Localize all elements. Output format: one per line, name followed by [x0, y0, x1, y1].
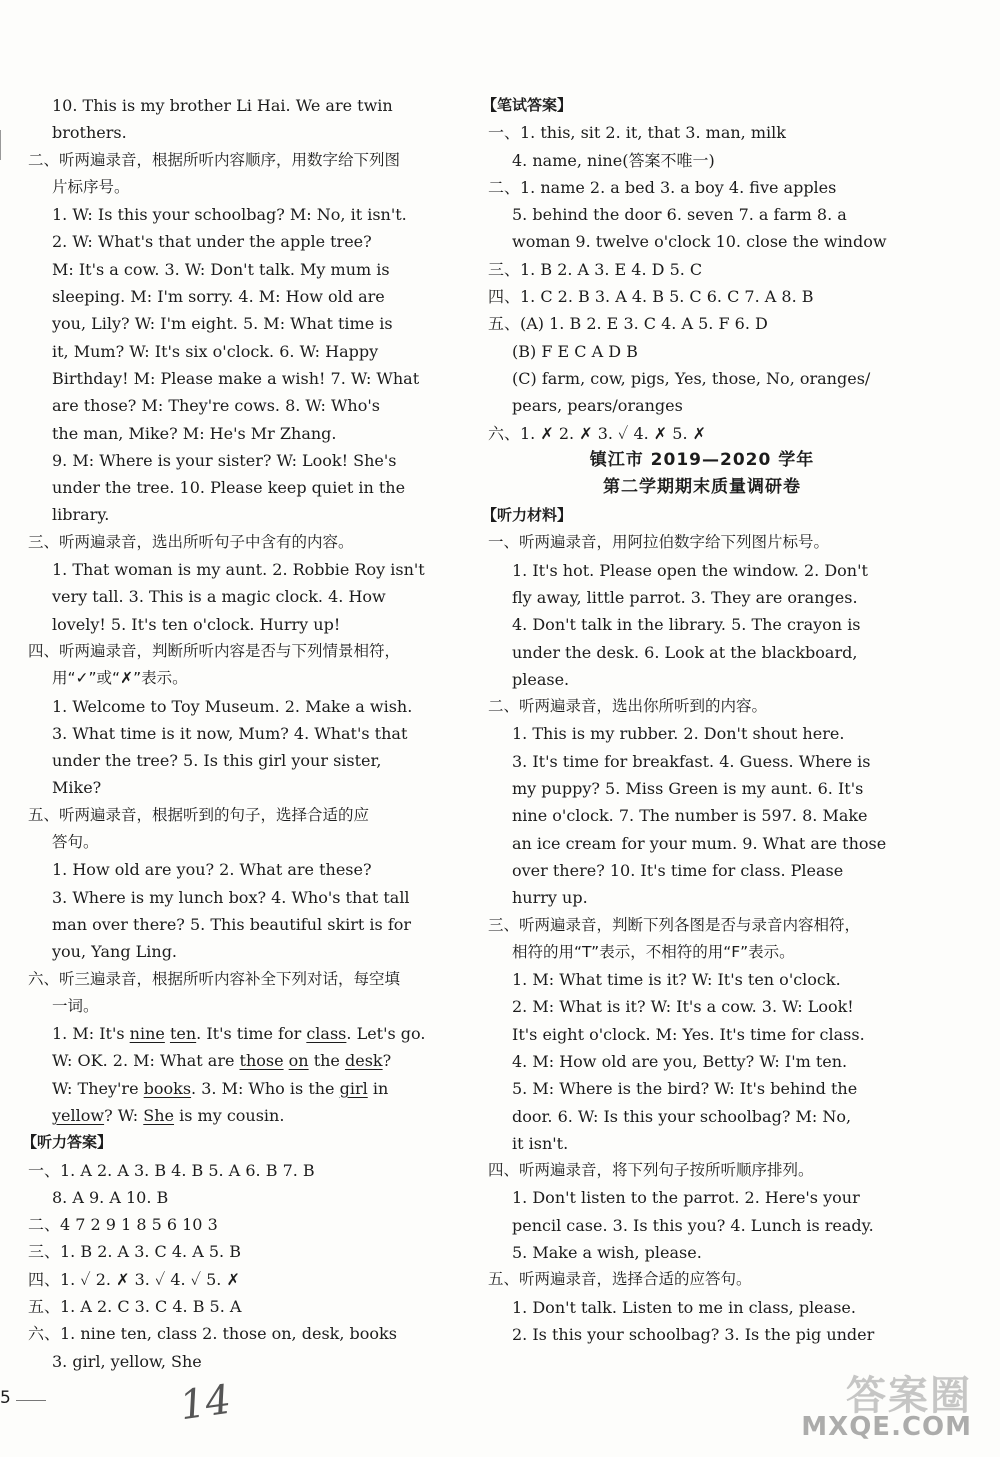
- text-line: hurry up.: [512, 888, 588, 908]
- text-line: 1. W: Is this your schoolbag? M: No, it isn't.: [52, 205, 407, 225]
- text-line: 五、听两遍录音，根据听到的句子，选择合适的应: [28, 805, 370, 824]
- text-fragment: the: [308, 1051, 345, 1071]
- text-line: Mike?: [52, 778, 102, 798]
- text-line: 1. Don't listen to the parrot. 2. Here's your: [512, 1188, 860, 1208]
- text-line: 2. M: What is it? W: It's a cow. 3. W: Look!: [512, 997, 854, 1017]
- text-line: 5. Make a wish, please.: [512, 1243, 702, 1263]
- text-line: 3. Where is my lunch box? 4. Who's that tall: [52, 887, 410, 907]
- text-line: 二、1. name 2. a bed 3. a boy 4. five apples: [488, 177, 837, 197]
- handwritten-mark: 14: [177, 1376, 234, 1430]
- filled-blank: books: [143, 1078, 192, 1098]
- text-line: 4. M: How old are you, Betty? W: I'm ten.: [512, 1051, 848, 1071]
- text-line: over there? 10. It's time for class. Please: [512, 860, 844, 880]
- text-line: 1. Welcome to Toy Museum. 2. Make a wish.: [52, 696, 413, 716]
- text-line: [22, 1020, 464, 1047]
- text-line: 三、1. B 2. A 3. E 4. D 5. C: [488, 259, 703, 279]
- text-fragment: . It's time for: [196, 1024, 307, 1044]
- text-line: 四、1. ✓ 2. ✗ 3. ✓ 4. ✓ 5. ✗: [28, 1269, 240, 1289]
- text-line: woman 9. twelve o'clock 10. close the window: [512, 232, 887, 252]
- answer-heading: 【听力答案】: [22, 1133, 113, 1152]
- text-fragment: . 3. M: Who is the: [191, 1078, 340, 1098]
- text-line: (C) farm, cow, pigs, Yes, those, No, oranges/: [512, 368, 871, 388]
- text-line: man over there? 5. This beautiful skirt is for: [52, 914, 412, 934]
- text-line: 一、1. this, sit 2. it, that 3. man, milk: [488, 123, 786, 143]
- text-line: [22, 1075, 464, 1102]
- text-line: 六、1. ✗ 2. ✗ 3. ✓ 4. ✗ 5. ✗: [488, 423, 707, 443]
- page-number: 5: [0, 1388, 11, 1408]
- text-line: Birthday! M: Please make a wish! 7. W: What: [52, 368, 420, 388]
- filled-blank: ten: [169, 1024, 197, 1044]
- text-line: 三、听两遍录音，选出所听句子中含有的内容。: [28, 532, 354, 551]
- text-line: lovely! 5. It's ten o'clock. Hurry up!: [52, 614, 341, 634]
- text-line: 三、听两遍录音，判断下列各图是否与录音内容相符，: [488, 915, 861, 934]
- text-line: are those? M: They're cows. 8. W: Who's: [52, 396, 380, 416]
- watermark-logo: [790, 1364, 990, 1450]
- text-fragment: ?: [382, 1051, 392, 1071]
- text-line: [22, 1047, 464, 1074]
- text-line: 1. M: What time is it? W: It's ten o'clock.: [512, 970, 841, 990]
- text-line: It's eight o'clock. M: Yes. It's time for class.: [512, 1024, 865, 1044]
- text-line: 二、4 7 2 9 1 8 5 6 10 3: [28, 1215, 218, 1235]
- text-line: sleeping. M: I'm sorry. 4. M: How old are: [52, 287, 385, 307]
- answer-heading: 【笔试答案】: [482, 96, 573, 114]
- margin-tick: [0, 130, 5, 160]
- text-fragment: ? W:: [104, 1105, 144, 1125]
- text-line: an ice cream for your mum. 9. What are those: [512, 833, 887, 853]
- text-line: you, Lily? W: I'm eight. 5. M: What time is: [52, 314, 393, 334]
- text-line: 四、1. C 2. B 3. A 4. B 5. C 6. C 7. A 8. B: [488, 287, 814, 307]
- text-line: fly away, little parrot. 3. They are oranges.: [512, 587, 858, 607]
- text-line: 一词。: [52, 996, 99, 1015]
- text-line: 1. It's hot. Please open the window. 2. Don't: [512, 560, 868, 580]
- filled-blank: She: [143, 1105, 175, 1125]
- filled-blank: desk: [344, 1051, 383, 1071]
- text-line: 三、1. B 2. A 3. C 4. A 5. B: [28, 1242, 241, 1262]
- text-fragment: W: OK. 2. M: What are: [52, 1051, 240, 1071]
- text-line: it, Mum? W: It's six o'clock. 6. W: Happy: [52, 341, 379, 361]
- text-line: 六、1. nine ten, class 2. those on, desk, books: [28, 1324, 397, 1344]
- text-line: (B) F E C A D B: [512, 341, 638, 361]
- text-fragment: 1. M: It's: [52, 1024, 130, 1044]
- text-line: 一、1. A 2. A 3. B 4. B 5. A 6. B 7. B: [28, 1160, 315, 1180]
- text-line: 3. It's time for breakfast. 4. Guess. Where is: [512, 751, 871, 771]
- filled-blank: nine: [129, 1024, 165, 1044]
- answer-heading: 【听力材料】: [482, 506, 573, 525]
- text-line: 1. Don't talk. Listen to me in class, please.: [512, 1297, 856, 1317]
- text-line: you, Yang Ling.: [52, 942, 178, 962]
- text-line: 9. M: Where is your sister? W: Look! She's: [52, 450, 397, 470]
- text-line: under the tree. 10. Please keep quiet in the: [52, 478, 406, 498]
- text-line: 2. W: What's that under the apple tree?: [52, 232, 372, 252]
- text-line: 4. name, nine(答案不唯一): [512, 150, 715, 170]
- page-number-rule: [16, 1400, 46, 1401]
- text-line: door. 6. W: Is this your schoolbag? M: No,: [512, 1106, 852, 1126]
- text-line: under the tree? 5. Is this girl your sister,: [52, 751, 382, 771]
- text-line: 5. M: Where is the bird? W: It's behind the: [512, 1079, 858, 1099]
- text-line: 1. How old are you? 2. What are these?: [52, 860, 372, 880]
- text-line: 片标序号。: [52, 177, 130, 196]
- text-line: under the desk. 6. Look at the blackboard,: [512, 642, 858, 662]
- text-line: brothers.: [52, 123, 127, 143]
- filled-blank: class: [306, 1024, 347, 1044]
- text-line: nine o'clock. 7. The number is 597. 8. Make: [512, 806, 868, 826]
- section-title: 镇江市 2019—2020 学年: [589, 449, 815, 470]
- text-line: 五、1. A 2. C 3. C 4. B 5. A: [28, 1297, 242, 1317]
- filled-blank: on: [288, 1051, 309, 1071]
- right-column: [482, 92, 922, 1348]
- text-line: 相符的用“T”表示，不相符的用“F”表示。: [512, 942, 795, 961]
- text-line: 六、听三遍录音，根据所听内容补全下列对话，每空填: [28, 969, 401, 988]
- text-fragment: W: They're: [52, 1078, 144, 1098]
- text-line: 二、听两遍录音，根据所听内容顺序，用数字给下列图: [28, 150, 401, 169]
- text-line: 用“✓”或“✗”表示。: [52, 669, 188, 688]
- text-line: 二、听两遍录音，选出你所听到的内容。: [488, 697, 768, 716]
- text-line: my puppy? 5. Miss Green is my aunt. 6. It's: [512, 779, 864, 799]
- text-line: please.: [512, 669, 570, 689]
- text-line: 2. Is this your schoolbag? 3. Is the pig under: [512, 1324, 875, 1344]
- text-line: 1. That woman is my aunt. 2. Robbie Roy isn't: [52, 560, 425, 580]
- watermark-glyphs: 答案圈: [846, 1373, 972, 1419]
- filled-blank: girl: [339, 1078, 368, 1098]
- text-line: 5. behind the door 6. seven 7. a farm 8. a: [512, 205, 847, 225]
- text-line: pencil case. 3. Is this you? 4. Lunch is ready.: [512, 1215, 874, 1235]
- text-line: very tall. 3. This is a magic clock. 4. How: [52, 587, 386, 607]
- watermark-site: MXQE.COM: [801, 1412, 972, 1442]
- filled-blank: yellow: [52, 1105, 105, 1125]
- filled-blank: those: [239, 1051, 284, 1071]
- text-line: 一、听两遍录音，用阿拉伯数字给下列图片标号。: [488, 533, 830, 552]
- text-line: 1. This is my rubber. 2. Don't shout here.: [512, 724, 845, 744]
- text-line: library.: [52, 505, 110, 525]
- text-line: pears, pears/oranges: [512, 396, 683, 416]
- text-line: the man, Mike? M: He's Mr Zhang.: [52, 423, 337, 443]
- text-line: 四、听两遍录音，将下列句子按所听顺序排列。: [488, 1161, 814, 1180]
- text-line: 答句。: [52, 833, 99, 852]
- text-line: M: It's a cow. 3. W: Don't talk. My mum is: [52, 259, 390, 279]
- text-line: 3. What time is it now, Mum? 4. What's that: [52, 723, 408, 743]
- text-line: 8. A 9. A 10. B: [52, 1187, 169, 1207]
- text-line: [22, 1102, 464, 1129]
- text-line: 4. Don't talk in the library. 5. The crayon is: [512, 615, 861, 635]
- text-fragment: in: [367, 1078, 389, 1098]
- text-line: it isn't.: [512, 1133, 569, 1153]
- left-column: [22, 92, 464, 1375]
- text-line: 四、听两遍录音，判断所听内容是否与下列情景相符，: [28, 641, 401, 660]
- section-title: 第二学期期末质量调研卷: [603, 477, 801, 498]
- text-fragment: . Let's go.: [346, 1024, 426, 1044]
- text-line: 五、听两遍录音，选择合适的应答句。: [488, 1270, 752, 1289]
- text-line: 3. girl, yellow, She: [52, 1351, 202, 1371]
- text-fragment: is my cousin.: [174, 1105, 285, 1125]
- text-line: 五、(A) 1. B 2. E 3. C 4. A 5. F 6. D: [488, 314, 768, 334]
- text-line: 10. This is my brother Li Hai. We are twin: [52, 96, 393, 115]
